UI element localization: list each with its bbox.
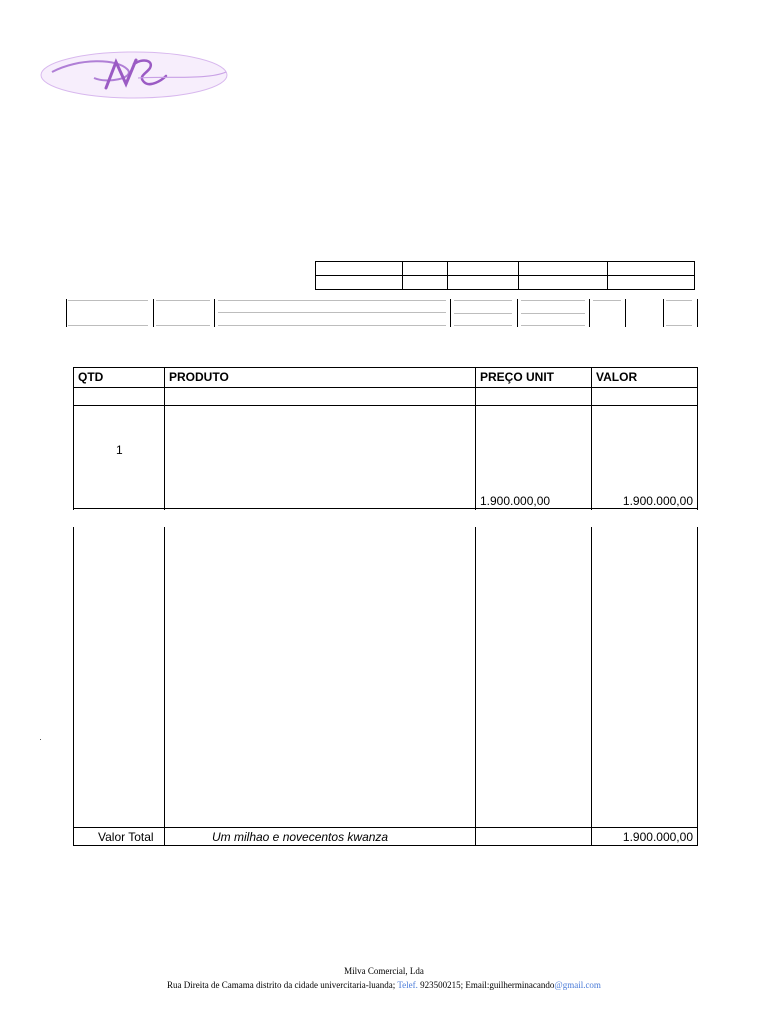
header-qty: QTD [78, 370, 104, 384]
email-domain[interactable]: @gmail.com [554, 980, 601, 990]
total-in-words: Um milhao e novecentos kwanza [212, 830, 389, 844]
company-name: Milva Comercial, Lda [344, 966, 424, 976]
stray-mark [40, 739, 41, 740]
row-qty: 1 [116, 443, 123, 457]
company-logo [38, 50, 230, 100]
header-product: PRODUTO [169, 370, 229, 384]
document-info-table [315, 261, 695, 290]
phone-label: Telef. [397, 980, 418, 990]
customer-info-strip [66, 299, 698, 327]
total-value: 1.900.000,00 [622, 830, 693, 844]
footer-contact [0, 980, 768, 990]
header-unit-price: PREÇO UNIT [480, 370, 555, 384]
total-label: Valor Total [98, 830, 154, 844]
footer-company [0, 966, 768, 976]
invoice-table [73, 367, 698, 846]
row-unit-price: 1.900.000,00 [480, 494, 551, 508]
row-value: 1.900.000,00 [622, 494, 693, 508]
company-address: Rua Direita de Camama distrito da cidade univercitaria-luanda; [167, 980, 396, 990]
header-value: VALOR [596, 370, 638, 384]
phone-and-email: 923500215; Email:guilherminacando [420, 980, 555, 990]
